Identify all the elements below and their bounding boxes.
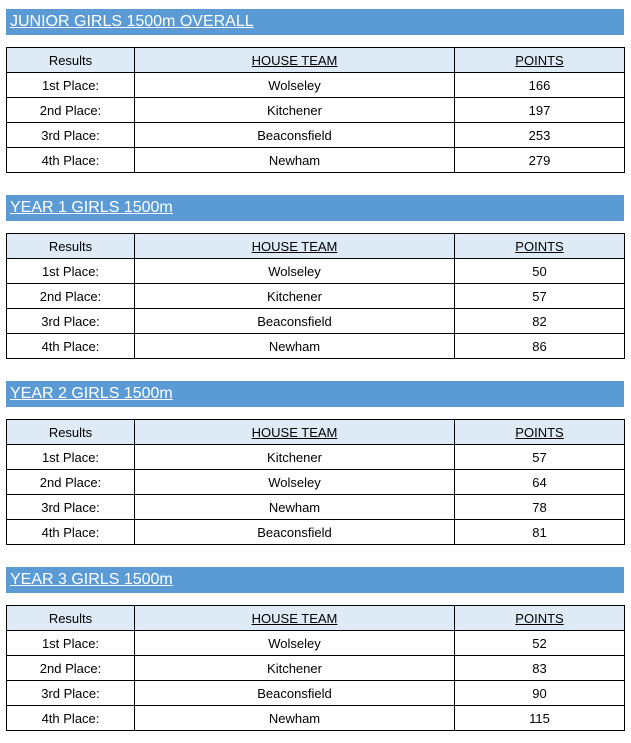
- header-results: Results: [7, 234, 135, 259]
- team-cell: Wolseley: [135, 631, 455, 656]
- team-cell: Beaconsfield: [135, 520, 455, 545]
- team-cell: Newham: [135, 706, 455, 731]
- place-cell: 4th Place:: [7, 520, 135, 545]
- table-row: [7, 520, 625, 545]
- team-cell: Kitchener: [135, 284, 455, 309]
- place-cell: 4th Place:: [7, 334, 135, 359]
- results-section-year-3: [6, 567, 624, 726]
- table-row: [7, 259, 625, 284]
- place-cell: 1st Place:: [7, 445, 135, 470]
- header-house-team: HOUSE TEAM: [135, 420, 455, 445]
- section-title[interactable]: YEAR 1 GIRLS 1500m: [6, 195, 624, 221]
- team-cell: Wolseley: [135, 259, 455, 284]
- place-cell: 2nd Place:: [7, 656, 135, 681]
- table-row: [7, 706, 625, 731]
- team-cell: Beaconsfield: [135, 123, 455, 148]
- points-cell: 57: [455, 445, 625, 470]
- points-cell: 52: [455, 631, 625, 656]
- team-cell: Wolseley: [135, 470, 455, 495]
- points-cell: 82: [455, 309, 625, 334]
- table-row: [7, 98, 625, 123]
- team-cell: Kitchener: [135, 445, 455, 470]
- table-row: [7, 656, 625, 681]
- place-cell: 4th Place:: [7, 706, 135, 731]
- section-title[interactable]: YEAR 3 GIRLS 1500m: [6, 567, 624, 593]
- place-cell: 3rd Place:: [7, 495, 135, 520]
- points-cell: 83: [455, 656, 625, 681]
- table-row: [7, 445, 625, 470]
- table-header-row: [7, 234, 625, 259]
- points-cell: 166: [455, 73, 625, 98]
- team-cell: Kitchener: [135, 98, 455, 123]
- table-row: [7, 309, 625, 334]
- table-row: [7, 284, 625, 309]
- table-row: [7, 495, 625, 520]
- points-cell: 64: [455, 470, 625, 495]
- team-cell: Beaconsfield: [135, 309, 455, 334]
- points-cell: 86: [455, 334, 625, 359]
- points-cell: 115: [455, 706, 625, 731]
- results-table: [6, 419, 625, 545]
- table-header-row: [7, 48, 625, 73]
- header-house-team: HOUSE TEAM: [135, 606, 455, 631]
- place-cell: 2nd Place:: [7, 284, 135, 309]
- points-cell: 81: [455, 520, 625, 545]
- section-title[interactable]: JUNIOR GIRLS 1500m OVERALL: [6, 9, 624, 35]
- header-points: POINTS: [455, 420, 625, 445]
- results-section-junior-overall: [6, 9, 624, 168]
- table-row: [7, 681, 625, 706]
- team-cell: Newham: [135, 148, 455, 173]
- team-cell: Kitchener: [135, 656, 455, 681]
- table-row: [7, 148, 625, 173]
- place-cell: 2nd Place:: [7, 98, 135, 123]
- place-cell: 2nd Place:: [7, 470, 135, 495]
- results-table: [6, 47, 625, 173]
- table-row: [7, 470, 625, 495]
- points-cell: 57: [455, 284, 625, 309]
- table-row: [7, 631, 625, 656]
- table-header-row: [7, 606, 625, 631]
- table-header-row: [7, 420, 625, 445]
- table-row: [7, 334, 625, 359]
- place-cell: 3rd Place:: [7, 681, 135, 706]
- place-cell: 1st Place:: [7, 631, 135, 656]
- team-cell: Newham: [135, 495, 455, 520]
- header-results: Results: [7, 420, 135, 445]
- points-cell: 279: [455, 148, 625, 173]
- points-cell: 78: [455, 495, 625, 520]
- header-house-team: HOUSE TEAM: [135, 234, 455, 259]
- results-table: [6, 605, 625, 731]
- points-cell: 90: [455, 681, 625, 706]
- place-cell: 1st Place:: [7, 73, 135, 98]
- place-cell: 3rd Place:: [7, 309, 135, 334]
- place-cell: 4th Place:: [7, 148, 135, 173]
- points-cell: 197: [455, 98, 625, 123]
- points-cell: 50: [455, 259, 625, 284]
- section-title[interactable]: YEAR 2 GIRLS 1500m: [6, 381, 624, 407]
- team-cell: Newham: [135, 334, 455, 359]
- place-cell: 3rd Place:: [7, 123, 135, 148]
- table-row: [7, 123, 625, 148]
- header-points: POINTS: [455, 606, 625, 631]
- header-results: Results: [7, 48, 135, 73]
- results-table: [6, 233, 625, 359]
- points-cell: 253: [455, 123, 625, 148]
- results-section-year-1: [6, 195, 624, 354]
- place-cell: 1st Place:: [7, 259, 135, 284]
- results-section-year-2: [6, 381, 624, 540]
- header-house-team: HOUSE TEAM: [135, 48, 455, 73]
- team-cell: Wolseley: [135, 73, 455, 98]
- header-points: POINTS: [455, 234, 625, 259]
- table-row: [7, 73, 625, 98]
- team-cell: Beaconsfield: [135, 681, 455, 706]
- header-points: POINTS: [455, 48, 625, 73]
- header-results: Results: [7, 606, 135, 631]
